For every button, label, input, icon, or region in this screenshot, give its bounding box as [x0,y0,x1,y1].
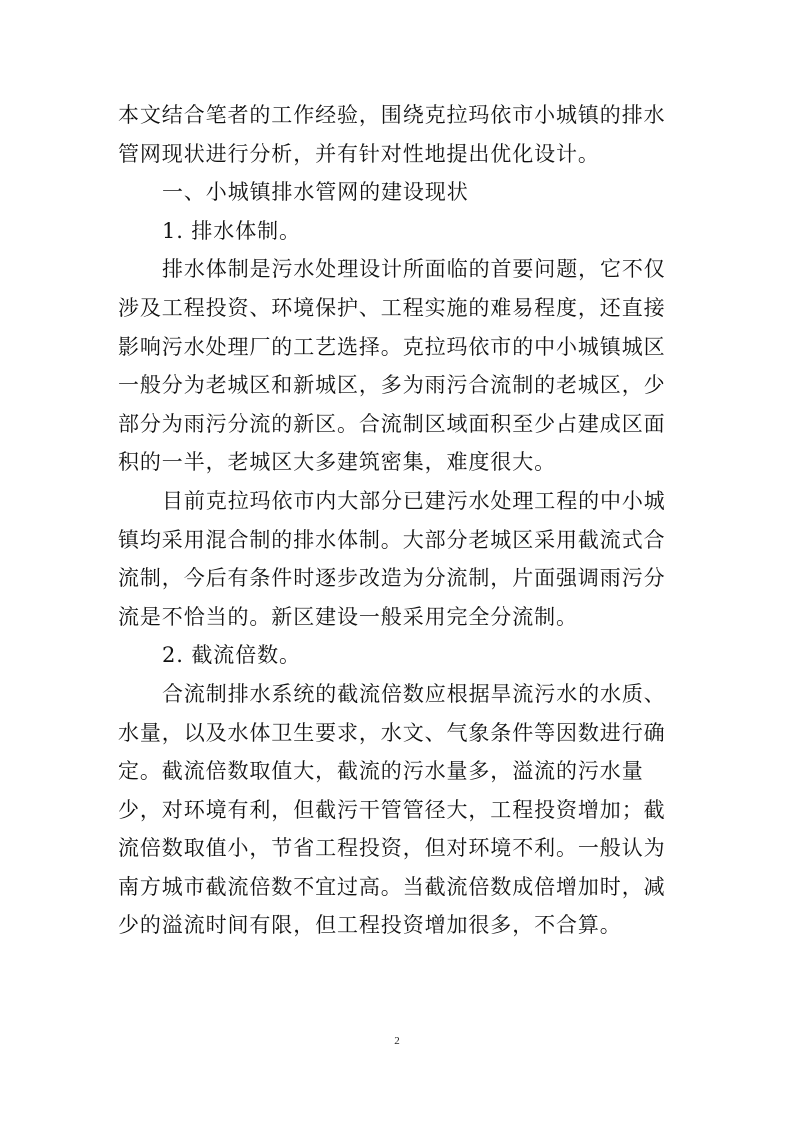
subsection-heading-drainage-system: 1. 排水体制。 [162,218,301,243]
subsection-heading-interception-ratio: 2. 截流倍数。 [162,643,301,668]
section-heading-current-status: 一、小城镇排水管网的建设现状 [162,180,469,205]
document-body [118,96,680,945]
page-number: 2 [394,1035,400,1047]
paragraph-drainage-system: 排水体制是污水处理设计所面临的首要问题，它不仅涉及工程投资、环境保护、工程实施的难易程度，还直接影响污水处理厂的工艺选择。克拉玛依市的中小城镇城区一般分为老城区和新城区，多为雨污合流制的老城区，少部分为雨污分流的新区。合流制区域面积至少占建成区面积的一半，老城区大多建筑密集，难度很大。 [118,257,666,475]
paragraph-interception-ratio: 合流制排水系统的截流倍数应根据旱流污水的水质、水量，以及水体卫生要求，水文、气象条件等因数进行确定。截流倍数取值大，截流的污水量多，溢流的污水量少，对环境有利，但截污干管管径大，工程投资增加；截流倍数取值小，节省工程投资，但对环境不利。一般认为南方城市截流倍数不宜过高。当截流倍数成倍增加时，减少的溢流时间有限，但工程投资增加很多，不合算。 [118,681,666,938]
paragraph-mixed-system: 目前克拉玛依市内大部分已建污水处理工程的中小城镇均采用混合制的排水体制。大部分老城区采用截流式合流制，今后有条件时逐步改造为分流制，片面强调雨污分流是不恰当的。新区建设一般采用完全分流制。 [118,488,666,629]
paragraph-intro: 本文结合笔者的工作经验，围绕克拉玛依市小城镇的排水管网现状进行分析，并有针对性地提出优化设计。 [118,103,666,166]
